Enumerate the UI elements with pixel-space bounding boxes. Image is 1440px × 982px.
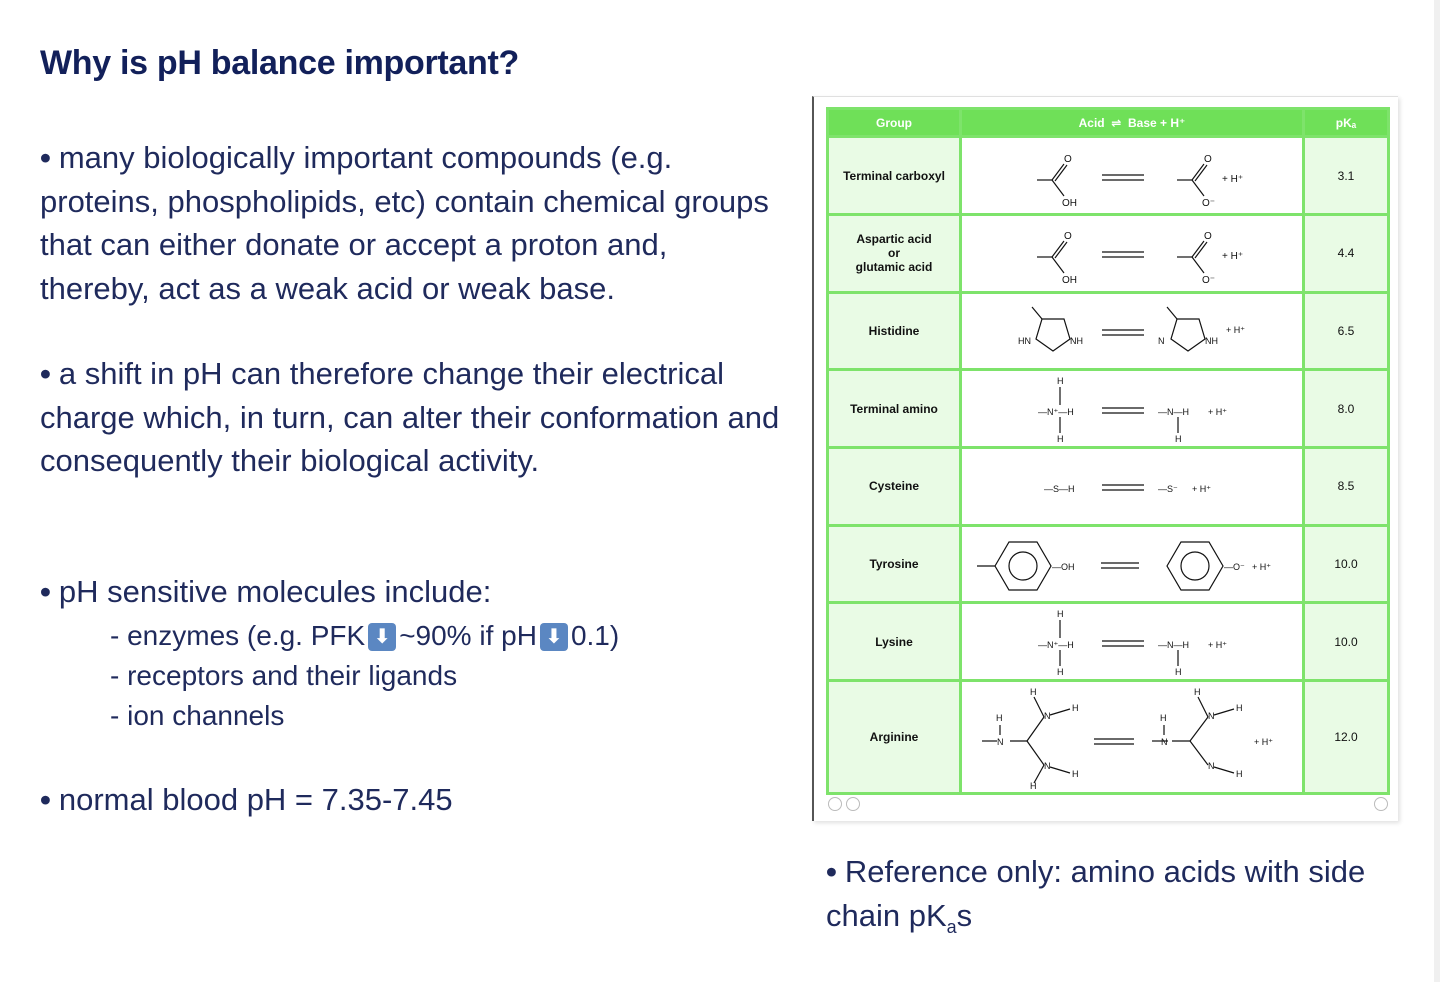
sh-label: —S—H [1044,484,1075,495]
reaction-cell [961,292,1304,370]
bullet-sensitive-text: pH sensitive molecules include: [58,574,492,609]
carboxyl-side-chain-structure [982,219,1282,287]
bullet-marker: • [40,140,51,175]
oh-label: OH [1062,275,1077,287]
nplus-label: —N⁺—H [1038,406,1074,417]
table-row [828,447,1389,525]
h-label: H [1194,686,1201,697]
reaction-cell [961,370,1304,448]
group-cell: Tyrosine [828,525,961,603]
reaction-cell [961,447,1304,525]
group-cell: Terminal amino [828,370,961,448]
header-acid-base: Acid ⇌ Base + H⁺ [961,109,1304,137]
group-cell: Histidine [828,292,961,370]
nh-label: NH [1205,335,1218,346]
h-label: H [1057,666,1064,676]
caption-subscript: a [946,917,957,938]
hplus-label: + H⁺ [1208,639,1228,650]
pka-cell: 4.4 [1304,214,1389,292]
bullet-compounds [40,136,780,310]
bullet-compounds-text: many biologically important compounds (e.g. proteins, phospholipids, etc) contain chemical groups that can either donate or accept a proton and, thereby, act as a weak acid or weak base. [40,140,769,306]
phenol-structure [967,530,1297,598]
pka-cell: 8.5 [1304,447,1389,525]
sub-enzymes-text: - enzymes (e.g. PFK [110,620,366,651]
ominus-label: O⁻ [1202,197,1216,209]
nh-label: —N—H [1158,406,1189,417]
bullet-sensitive [40,570,780,614]
reaction-cell [961,214,1304,292]
h-label: H [1072,768,1079,779]
hplus-label: + H⁺ [1254,736,1274,747]
table-row [828,680,1389,793]
group-cell: Cysteine [828,447,961,525]
h-label: H [996,712,1003,723]
header-group: Group [828,109,961,137]
bullet-ph-shift-text: a shift in pH can therefore change their electrical charge which, in turn, can alter their conformation and consequently their biological activity. [40,356,780,478]
ominus-label: O⁻ [1202,275,1216,287]
h-label: H [1160,712,1167,723]
h-label: H [1072,702,1079,713]
pka-cell: 12.0 [1304,680,1389,793]
h-label: H [1175,666,1182,676]
imidazole-structure [982,297,1282,365]
table-row [828,370,1389,448]
pka-cell: 6.5 [1304,292,1389,370]
frame-nav[interactable] [828,797,864,811]
header-pka: pKₐ [1304,109,1389,137]
n-label: N [1044,760,1051,771]
bullet-blood-ph [40,778,780,822]
next-icon[interactable] [846,797,860,811]
window-edge [1434,0,1440,982]
table-row [828,525,1389,603]
sub-enzymes-ph: 0.1) [570,620,620,651]
n-label: N [1208,760,1215,771]
bullet-blood-ph-text: normal blood pH = 7.35-7.45 [58,782,453,817]
nh-label: —N—H [1158,639,1189,650]
slide-title: Why is pH balance important? [40,44,519,82]
table-row [828,137,1389,215]
nplus-label: —N⁺—H [1038,639,1074,650]
pka-table [826,107,1390,795]
h-label: H [1236,768,1243,779]
table-row [828,292,1389,370]
reaction-cell [961,525,1304,603]
table-caption [826,850,1386,949]
h-label: H [1236,702,1243,713]
h-label: H [1030,686,1037,697]
pka-cell: 10.0 [1304,525,1389,603]
table-row [828,603,1389,681]
n-label: N [997,736,1004,747]
sub-receptors: - receptors and their ligands [110,660,458,691]
hplus-label: + H⁺ [1222,173,1244,185]
carboxyl-structure [982,142,1282,210]
pka-table-frame [812,96,1398,821]
oh-label: —OH [1052,561,1075,572]
pka-cell: 10.0 [1304,603,1389,681]
down-arrow-icon: ⬇ [368,623,396,651]
n-label: N [1158,335,1165,346]
o-label: O [1064,153,1072,165]
sub-enzymes-percent: ~90% if pH [399,620,537,651]
h-label: H [1057,608,1064,619]
hplus-label: + H⁺ [1222,251,1244,263]
reaction-cell [961,137,1304,215]
pka-cell: 3.1 [1304,137,1389,215]
group-cell: Terminal carboxyl [828,137,961,215]
guanidinium-structure [972,683,1292,791]
h-label: H [1030,780,1037,791]
header-acid: Acid [1078,115,1105,130]
group-cell [828,214,961,292]
lysine-amine-structure [982,608,1282,676]
group-line: or [888,246,900,261]
sub-ion-channels: - ion channels [110,700,285,731]
group-line: Aspartic acid [856,232,932,247]
h-label: H [1175,433,1182,443]
pka-cell: 8.0 [1304,370,1389,448]
header-base: Base + H⁺ [1128,115,1186,130]
hplus-label: + H⁺ [1226,324,1246,335]
h-label: H [1057,433,1064,443]
caption-text: Reference only: amino acids with side chain pK [826,854,1366,933]
h-label: H [1057,375,1064,386]
amine-structure [982,375,1282,443]
bullet-marker: • [826,854,837,889]
bullet-marker: • [40,782,51,817]
thiol-structure [982,452,1282,520]
hplus-label: + H⁺ [1252,561,1272,572]
group-cell: Arginine [828,680,961,793]
nh-label: NH [1070,335,1083,346]
reaction-cell [961,680,1304,793]
hplus-label: + H⁺ [1208,406,1228,417]
down-arrow-icon: ⬇ [540,623,568,651]
reaction-cell [961,603,1304,681]
prev-icon[interactable] [828,797,842,811]
caption-suffix: s [956,898,973,933]
sub-enzymes [110,616,619,656]
bullet-marker: • [40,356,51,391]
table-row [828,214,1389,292]
bullet-marker: • [40,574,51,609]
o-label: O [1204,231,1212,243]
hn-label: HN [1018,335,1031,346]
close-icon[interactable] [1374,797,1388,811]
table-header-row [828,109,1389,137]
n-label: N [1044,710,1051,721]
group-cell: Lysine [828,603,961,681]
group-line: glutamic acid [855,260,933,275]
hplus-label: + H⁺ [1192,484,1212,495]
o-label: O [1204,153,1212,165]
bullet-ph-shift [40,352,780,483]
n-label: N [1208,710,1215,721]
ominus-label: —O⁻ [1224,561,1245,572]
o-label: O [1064,231,1072,243]
n-label: N [1161,736,1168,747]
sminus-label: —S⁻ [1158,484,1178,495]
oh-label: OH [1062,197,1077,209]
